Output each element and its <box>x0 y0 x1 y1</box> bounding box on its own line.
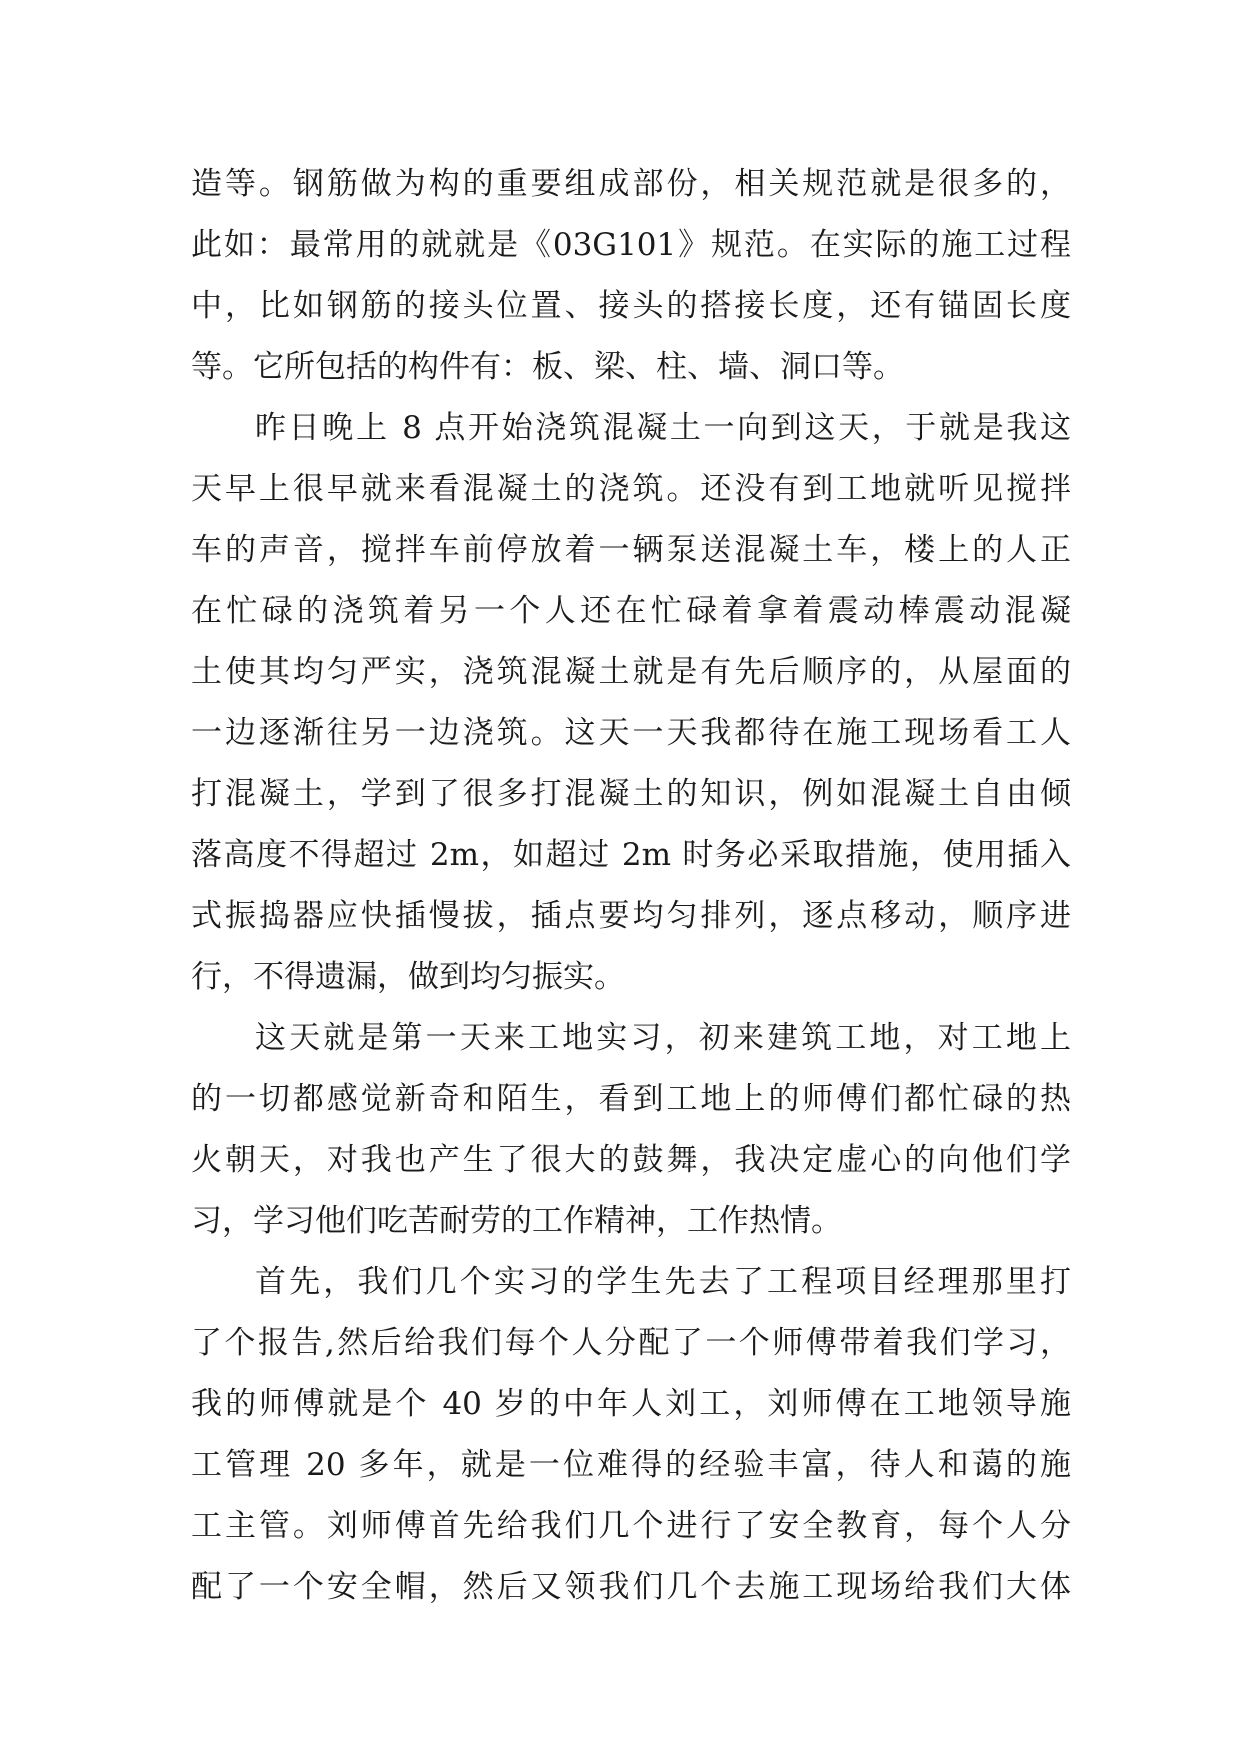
text-line: 昨日晚上 8 点开始浇筑混凝土一向到这天，于就是我这 <box>255 410 1071 446</box>
text-line: 的一切都感觉新奇和陌生，看到工地上的师傅们都忙碌的热 <box>191 1081 1071 1117</box>
paragraph-concrete-pouring <box>191 398 1071 1008</box>
text-line: 一边逐渐往另一边浇筑。这天一天我都待在施工现场看工人 <box>191 715 1071 751</box>
text-line: 此如：最常用的就就是《03G101》规范。在实际的施工过程 <box>191 227 1071 263</box>
text-line: 了个报告,然后给我们每个人分配了一个师傅带着我们学习， <box>191 1325 1071 1361</box>
text-line: 天早上很早就来看混凝土的浇筑。还没有到工地就听见搅拌 <box>191 471 1071 507</box>
text-line: 在忙碌的浇筑着另一个人还在忙碌着拿着震动棒震动混凝 <box>191 593 1071 629</box>
text-line: 车的声音，搅拌车前停放着一辆泵送混凝土车，楼上的人正 <box>191 532 1071 568</box>
text-line: 工主管。刘师傅首先给我们几个进行了安全教育，每个人分 <box>191 1508 1071 1544</box>
paragraph-rebar-standards <box>191 154 1071 398</box>
text-line: 配了一个安全帽，然后又领我们几个去施工现场给我们大体 <box>191 1569 1071 1605</box>
text-line: 打混凝土，学到了很多打混凝土的知识，例如混凝土自由倾 <box>191 776 1071 812</box>
paragraph-mentor <box>191 1252 1071 1618</box>
text-line: 造等。钢筋做为构的重要组成部份，相关规范就是很多的， <box>191 166 1071 202</box>
document-body <box>191 154 1071 1618</box>
text-line: 我的师傅就是个 40 岁的中年人刘工，刘师傅在工地领导施 <box>191 1386 1071 1422</box>
text-line: 习，学习他们吃苦耐劳的工作精神，工作热情。 <box>191 1203 842 1239</box>
text-line: 这天就是第一天来工地实习，初来建筑工地，对工地上 <box>255 1020 1071 1056</box>
text-line: 工管理 20 多年，就是一位难得的经验丰富，待人和蔼的施 <box>191 1447 1071 1483</box>
text-line: 火朝天，对我也产生了很大的鼓舞，我决定虚心的向他们学 <box>191 1142 1071 1178</box>
text-line: 首先，我们几个实习的学生先去了工程项目经理那里打 <box>255 1264 1071 1300</box>
text-line: 式振捣器应快插慢拔，插点要均匀排列，逐点移动，顺序进 <box>191 898 1071 934</box>
text-line: 行，不得遗漏，做到均匀振实。 <box>191 959 625 995</box>
text-line: 土使其均匀严实，浇筑混凝土就是有先后顺序的，从屋面的 <box>191 654 1071 690</box>
text-line: 中，比如钢筋的接头位置、接头的搭接长度，还有锚固长度 <box>191 288 1071 324</box>
text-line: 等。它所包括的构件有：板、梁、柱、墙、洞口等。 <box>191 349 904 385</box>
text-line: 落高度不得超过 2m，如超过 2m 时务必采取措施，使用插入 <box>191 837 1071 873</box>
paragraph-first-day <box>191 1008 1071 1252</box>
